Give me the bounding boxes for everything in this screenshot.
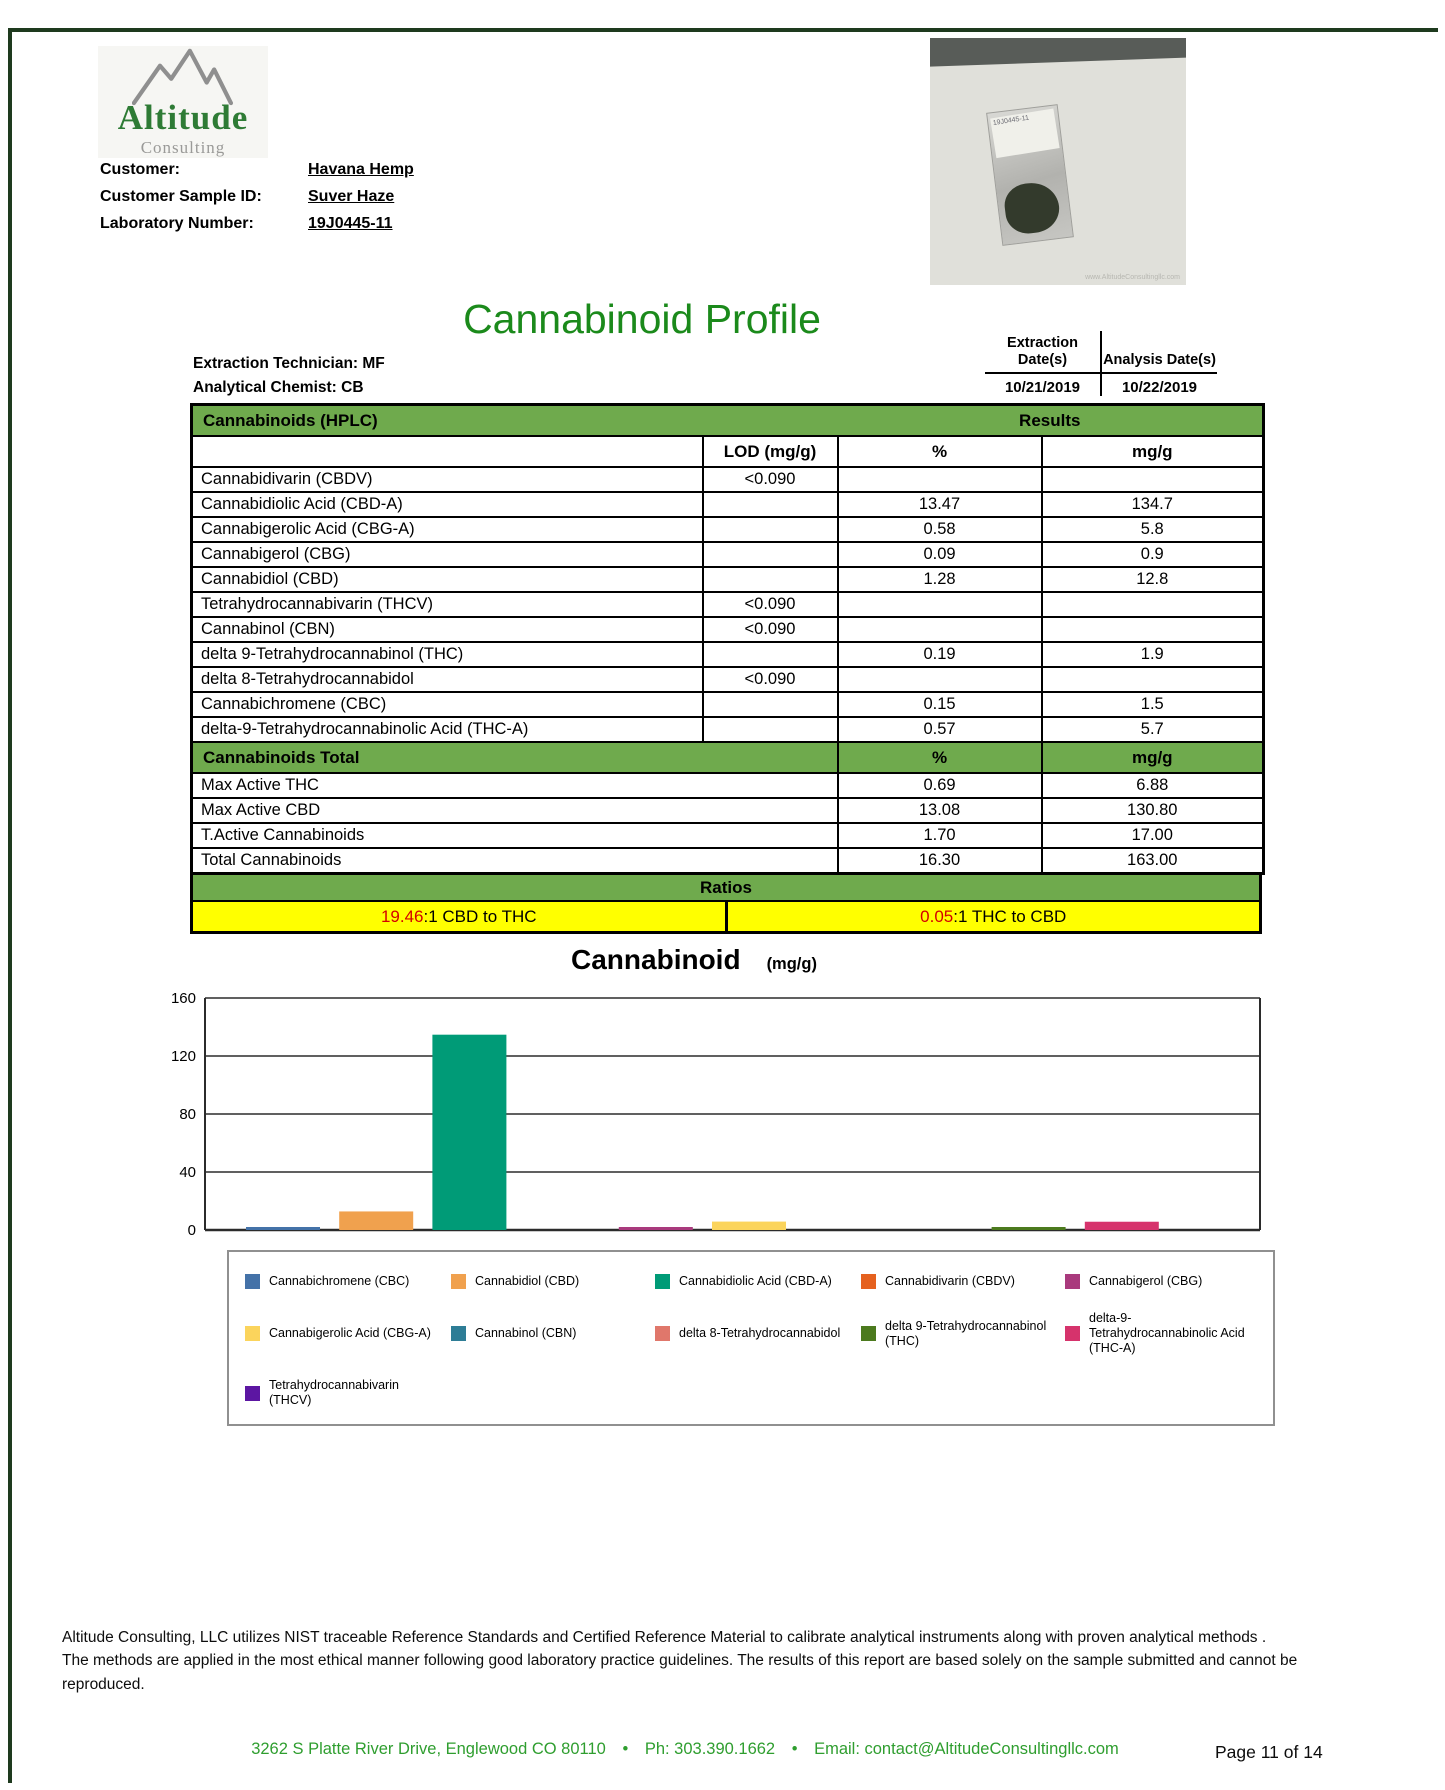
sample-photo	[930, 38, 1186, 285]
pct-value: 0.09	[838, 542, 1042, 567]
table-row	[192, 567, 1264, 592]
cannabinoid-bar-chart	[160, 990, 1264, 1251]
mgg-value	[1042, 617, 1264, 642]
legend-swatch	[451, 1326, 466, 1341]
sample-material	[1002, 180, 1062, 236]
bar-4	[619, 1227, 693, 1230]
pct-value: 0.58	[838, 517, 1042, 542]
col-header-mgg: mg/g	[1042, 436, 1264, 467]
mgg-value: 134.7	[1042, 492, 1264, 517]
analyte-name: Cannabigerol (CBG)	[192, 542, 703, 567]
column-header-row	[192, 436, 1264, 467]
mgg-value: 1.5	[1042, 692, 1264, 717]
sample-id-value: Suver Haze	[308, 187, 395, 205]
thc-to-cbd-ratio	[725, 902, 1260, 931]
lod-value	[703, 492, 838, 517]
legend-item	[245, 1311, 451, 1356]
lod-value	[703, 692, 838, 717]
bar-5	[712, 1222, 786, 1230]
analysis-date-header: Analysis Date(s)	[1102, 331, 1217, 374]
pct-value	[838, 617, 1042, 642]
mountain-icon	[132, 46, 244, 106]
results-block	[190, 403, 1262, 934]
lod-value	[703, 542, 838, 567]
page-title: Cannabinoid Profile	[463, 296, 821, 342]
bar-0	[246, 1227, 320, 1230]
pct-value: 0.19	[838, 642, 1042, 667]
pct-value	[838, 467, 1042, 492]
mgg-value: 5.7	[1042, 717, 1264, 742]
bar-9	[1085, 1222, 1159, 1230]
analyte-name: Cannabidiolic Acid (CBD-A)	[192, 492, 703, 517]
extraction-date-header: Extraction Date(s)	[985, 331, 1100, 374]
analyte-name: Cannabichromene (CBC)	[192, 692, 703, 717]
legend-label: Cannabidiol (CBD)	[475, 1274, 580, 1288]
results-label: Results	[838, 405, 1264, 437]
lod-value	[703, 517, 838, 542]
legend-label: Cannabigerol (CBG)	[1089, 1274, 1203, 1288]
pct-value	[838, 592, 1042, 617]
footer-bullet: •	[622, 1740, 629, 1758]
table-section-header	[192, 405, 1264, 437]
lod-value	[703, 642, 838, 667]
legend-item	[245, 1274, 451, 1289]
totals-row	[192, 848, 1264, 874]
lab-number-label: Laboratory Number:	[100, 214, 254, 232]
legend-swatch	[655, 1326, 670, 1341]
footer-email: Email: contact@AltitudeConsultingllc.com	[814, 1740, 1119, 1758]
cbd-thc-ratio-text: :1 CBD to THC	[423, 906, 537, 926]
bar-8	[992, 1227, 1066, 1230]
extraction-date-column	[985, 331, 1102, 396]
table-row	[192, 617, 1264, 642]
totals-section-header	[192, 742, 1264, 773]
lod-value	[703, 717, 838, 742]
extraction-technician: Extraction Technician: MF	[193, 355, 385, 372]
cannabinoid-results-table	[190, 403, 1265, 875]
customer-row	[100, 156, 530, 183]
chart-title	[344, 944, 1044, 976]
legend-label: Cannabigerolic Acid (CBG-A)	[269, 1326, 431, 1340]
sample-id-row	[100, 183, 530, 210]
mgg-value: 1.9	[1042, 642, 1264, 667]
pct-value: 0.15	[838, 692, 1042, 717]
analyte-name: Cannabidivarin (CBDV)	[192, 467, 703, 492]
legend-label: Tetrahydrocannabivarin (THCV)	[269, 1378, 399, 1407]
disclaimer-line-2: The methods are applied in the most ethical manner following good laboratory practice guidelines. The results of this report are based solely on the sample submitted and cannot be reproduced.	[62, 1652, 1298, 1693]
y-axis-tick: 120	[170, 1048, 196, 1065]
legend-label: Cannabidiolic Acid (CBD-A)	[679, 1274, 832, 1288]
legend-swatch	[245, 1386, 260, 1401]
footer-address: 3262 S Platte River Drive, Englewood CO 80110	[251, 1740, 606, 1758]
mgg-value	[1042, 667, 1264, 692]
mgg-value	[1042, 592, 1264, 617]
page-left-border	[8, 28, 12, 1783]
legend-item	[451, 1274, 655, 1289]
photo-watermark: www.AltitudeConsultingllc.com	[1085, 274, 1180, 281]
y-axis-tick: 160	[170, 990, 196, 1007]
legend-swatch	[861, 1326, 876, 1341]
ratios-header: Ratios	[190, 875, 1262, 900]
lab-number-row	[100, 210, 530, 237]
disclaimer-line-1: Altitude Consulting, LLC utilizes NIST traceable Reference Standards and Certified Reference Material to calibrate analytical instruments along with proven analytical methods .	[62, 1629, 1267, 1646]
analyte-name: Cannabidiol (CBD)	[192, 567, 703, 592]
extraction-date-value: 10/21/2019	[1004, 379, 1081, 396]
legend-label: Cannabichromene (CBC)	[269, 1274, 410, 1288]
legend-swatch	[1065, 1326, 1080, 1341]
totals-col-mgg: mg/g	[1042, 742, 1264, 773]
analyte-name: delta 8-Tetrahydrocannabidol	[192, 667, 703, 692]
bar-chart-svg	[160, 990, 1264, 1246]
table-row	[192, 592, 1264, 617]
footer-contact-line	[60, 1740, 1310, 1759]
mgg-value: 12.8	[1042, 567, 1264, 592]
disclaimer-text	[62, 1626, 1370, 1696]
lod-value: <0.090	[703, 592, 838, 617]
total-name: Max Active THC	[192, 773, 838, 798]
y-axis-tick: 0	[187, 1222, 196, 1239]
totals-label: Cannabinoids Total	[192, 742, 838, 773]
bar-1	[339, 1211, 413, 1230]
col-header-lod: LOD (mg/g)	[703, 436, 838, 467]
footer-phone: Ph: 303.390.1662	[644, 1740, 776, 1758]
table-row	[192, 517, 1264, 542]
pct-value: 0.57	[838, 717, 1042, 742]
thc-cbd-ratio-text: :1 THC to CBD	[953, 906, 1067, 926]
legend-grid	[229, 1252, 1273, 1424]
page-number: Page 11 of 14	[1215, 1742, 1323, 1762]
mgg-value: 0.9	[1042, 542, 1264, 567]
altitude-logo	[98, 46, 268, 158]
totals-row	[192, 823, 1264, 848]
sample-id-label: Customer Sample ID:	[100, 187, 262, 205]
legend-item	[1065, 1274, 1269, 1289]
analyte-name: Cannabinol (CBN)	[192, 617, 703, 642]
legend-item	[655, 1274, 861, 1289]
customer-label: Customer:	[100, 160, 181, 178]
analytical-chemist: Analytical Chemist: CB	[193, 379, 364, 396]
mgg-value: 5.8	[1042, 517, 1264, 542]
legend-label: Cannabinol (CBN)	[475, 1326, 577, 1340]
analysis-date-column	[1102, 331, 1217, 396]
lod-value	[703, 567, 838, 592]
total-mgg: 130.80	[1042, 798, 1264, 823]
table-row	[192, 642, 1264, 667]
sample-bag-label: 19J0445-11	[990, 109, 1059, 159]
legend-item	[861, 1311, 1065, 1356]
footer-bullet: •	[791, 1740, 798, 1758]
table-row	[192, 692, 1264, 717]
pct-value: 13.47	[838, 492, 1042, 517]
total-mgg: 163.00	[1042, 848, 1264, 874]
analyte-name: Tetrahydrocannabivarin (THCV)	[192, 592, 703, 617]
y-axis-tick: 80	[179, 1106, 196, 1123]
analyte-name: delta-9-Tetrahydrocannabinolic Acid (THC-A)	[192, 717, 703, 742]
col-header-pct: %	[838, 436, 1042, 467]
legend-swatch	[655, 1274, 670, 1289]
chart-title-text: Cannabinoid	[571, 944, 741, 975]
totals-col-pct: %	[838, 742, 1042, 773]
legend-item	[245, 1378, 451, 1408]
customer-info-block	[100, 156, 530, 237]
totals-row	[192, 798, 1264, 823]
legend-swatch	[861, 1274, 876, 1289]
chart-unit-label: (mg/g)	[766, 955, 817, 973]
page-top-border	[8, 28, 1438, 32]
table-row	[192, 717, 1264, 742]
legend-item	[861, 1274, 1065, 1289]
total-name: T.Active Cannabinoids	[192, 823, 838, 848]
total-mgg: 6.88	[1042, 773, 1264, 798]
legend-label: delta-9-Tetrahydrocannabinolic Acid (THC-A)	[1089, 1311, 1245, 1355]
y-axis-tick: 40	[179, 1164, 196, 1181]
legend-label: Cannabidivarin (CBDV)	[885, 1274, 1015, 1288]
total-pct: 13.08	[838, 798, 1042, 823]
personnel-block	[193, 352, 385, 400]
dates-block	[985, 331, 1217, 396]
section-label: Cannabinoids (HPLC)	[192, 405, 838, 437]
legend-item	[451, 1311, 655, 1356]
total-name: Max Active CBD	[192, 798, 838, 823]
customer-value: Havana Hemp	[308, 160, 414, 178]
analysis-date-value: 10/22/2019	[1121, 379, 1198, 396]
thc-cbd-ratio-value: 0.05	[920, 906, 954, 926]
total-mgg: 17.00	[1042, 823, 1264, 848]
legend-swatch	[245, 1274, 260, 1289]
legend-item	[655, 1311, 861, 1356]
analyte-name: delta 9-Tetrahydrocannabinol (THC)	[192, 642, 703, 667]
table-row	[192, 467, 1264, 492]
chart-legend	[227, 1250, 1275, 1426]
legend-item	[1065, 1311, 1269, 1356]
ratios-row	[190, 900, 1262, 934]
lod-value: <0.090	[703, 667, 838, 692]
pct-value	[838, 667, 1042, 692]
logo-brand-text: Altitude	[117, 98, 249, 137]
lab-number-value: 19J0445-11	[308, 214, 393, 232]
legend-swatch	[451, 1274, 466, 1289]
cbd-thc-ratio-value: 19.46	[380, 906, 424, 926]
mgg-value	[1042, 467, 1264, 492]
logo-sub-text: Consulting	[140, 138, 226, 157]
table-row	[192, 542, 1264, 567]
legend-swatch	[245, 1326, 260, 1341]
total-pct: 1.70	[838, 823, 1042, 848]
total-pct: 16.30	[838, 848, 1042, 874]
table-row	[192, 667, 1264, 692]
totals-row	[192, 773, 1264, 798]
table-row	[192, 492, 1264, 517]
total-pct: 0.69	[838, 773, 1042, 798]
legend-swatch	[1065, 1274, 1080, 1289]
analyte-name: Cannabigerolic Acid (CBG-A)	[192, 517, 703, 542]
empty-header-cell	[192, 436, 703, 467]
legend-label: delta 8-Tetrahydrocannabidol	[679, 1326, 841, 1340]
bar-2	[432, 1035, 506, 1230]
legend-label: delta 9-Tetrahydrocannabinol (THC)	[885, 1318, 1047, 1348]
total-name: Total Cannabinoids	[192, 848, 838, 874]
cbd-to-thc-ratio	[193, 902, 725, 931]
pct-value: 1.28	[838, 567, 1042, 592]
lod-value: <0.090	[703, 467, 838, 492]
lod-value: <0.090	[703, 617, 838, 642]
